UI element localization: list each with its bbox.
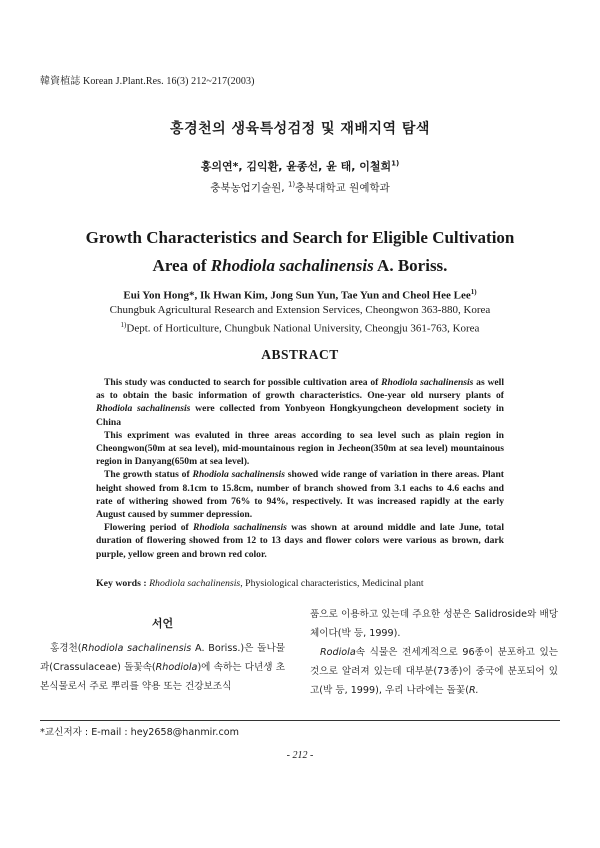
abstract-p1-c: were collected from Yonbyeon Hongkyungcheon development society in China	[96, 403, 504, 428]
abstract-p1-species-1: Rhodiola sachalinensis	[381, 377, 474, 388]
keywords-species: Rhodiola sachalinensis	[149, 578, 241, 589]
korean-author-sup: 1)	[391, 159, 400, 168]
english-title-post: A. Boriss.	[373, 256, 448, 275]
korean-affiliation	[0, 180, 600, 195]
footnote-divider	[40, 720, 560, 721]
body-column-right	[310, 605, 558, 700]
intro-left-c: )에 속하는 다년생 초본식물로서 주로 뿌리를 약용 또는 건강보조식	[40, 662, 285, 692]
abstract-paragraph-3	[96, 468, 504, 521]
keywords-label: Key words :	[96, 578, 150, 589]
corresponding-author-footnote: *교신저자 : E-mail : hey2658@hanmir.com	[40, 727, 239, 738]
intro-right-species-abbr: R.	[468, 685, 479, 696]
abstract-p4-species: Rhodiola sachalinensis	[193, 522, 287, 534]
intro-left-b: A. Boriss.)은 돌나물과(Crassulaceae) 돌꽃속(	[40, 643, 285, 673]
english-affil-2-sup: 1)	[120, 321, 127, 329]
english-affil-1: Chungbuk Agricultural Research and Extension Services, Cheongwon 363-880, Korea	[109, 304, 491, 316]
english-title-line1: Growth Characteristics and Search for Eligible Cultivation	[85, 228, 515, 247]
english-author-sup: 1)	[470, 288, 477, 296]
abstract-paragraph-4	[96, 521, 504, 561]
korean-affil-sup: 1)	[287, 180, 296, 189]
intro-left-a: 홍경천(	[50, 643, 82, 654]
korean-author-list: 홍의연*, 김익환, 윤종선, 윤 태, 이철희	[200, 160, 392, 173]
korean-title: 홍경천의 생육특성검정 및 재배지역 탐색	[170, 121, 430, 137]
intro-left-genus: Rhodiola	[155, 662, 198, 673]
abstract-p1-b: as well as to obtain the basic information of growth characteristics. One-year old nursery plants of	[96, 377, 504, 402]
abstract-paragraph-1	[96, 376, 504, 429]
abstract-p4-b: was shown at around middle and late June, total duration of flowering showed from 12 to 13 days and flower colors were various as brown, dark purple, yellow green and brown red color.	[96, 522, 504, 560]
korean-affil-a: 충북농업기술원,	[210, 182, 288, 194]
intro-left-species: Rhodiola sachalinensis	[81, 643, 192, 654]
abstract-p3-a: The growth status of	[104, 469, 193, 481]
section-title-introduction: 서언	[151, 617, 174, 630]
abstract-paragraph-2: This expriment was evaluted in three areas according to sea level such as plain region in Cheongwon(50m at sea level), mid-mountainous region in Jecheon(350m at sea level) mountainous region in Danyang(650m at sea level).	[96, 429, 504, 468]
english-affil-2-line	[0, 318, 600, 337]
intro-paragraph-right-2	[310, 643, 558, 700]
abstract-p3-b: showed wide range of variation in there areas. Plant height showed from 8.1cm to 15.8cm, number of branch showed from 3.1 eachs to 4.6 eachs and rate of withering showed from 76% to 94%, respectively. It was increased rapidly at the early August caused by summer depression.	[96, 469, 504, 521]
english-title-species: Rhodiola sachalinensis	[210, 256, 374, 275]
english-authors	[0, 288, 600, 302]
abstract-body	[96, 376, 504, 561]
korean-affil-b: 충북대학교 원예학과	[295, 182, 390, 194]
english-affiliations	[0, 303, 600, 337]
abstract-p1-a: This study was conducted to search for possible cultivation area of	[104, 377, 382, 388]
journal-header: 韓資植誌 Korean J.Plant.Res. 16(3) 212~217(2003)	[40, 76, 255, 87]
abstract-p3-species: Rhodiola sachalinensis	[192, 469, 285, 481]
intro-right-genus: Rodiola	[320, 647, 356, 658]
abstract-p4-a: Flowering period of	[104, 522, 194, 534]
intro-paragraph-left	[40, 639, 285, 696]
page-number: - 212 -	[286, 750, 314, 761]
keywords	[96, 578, 526, 589]
english-title-pre: Area of	[152, 256, 211, 275]
english-author-list: Eui Yon Hong*, Ik Hwan Kim, Jong Sun Yun, Tae Yun and Cheol Hee Lee	[123, 289, 471, 302]
keywords-rest: , Physiological characteristics, Medicinal plant	[240, 578, 424, 589]
english-title	[0, 224, 600, 280]
abstract-heading: ABSTRACT	[261, 347, 339, 362]
body-column-left	[40, 614, 285, 696]
intro-right-text: 속 식물은 전세계적으로 96종이 분포하고 있는 것으로 알려져 있는데 대부분(73종)이 중국에 분포되어 있고(박 등, 1999), 우리 나라에는 돌꽃(	[310, 647, 558, 696]
abstract-p1-species-2: Rhodiola sachalinensis	[96, 403, 191, 415]
korean-authors	[0, 158, 600, 174]
english-affil-2: Dept. of Horticulture, Chungbuk National University, Cheongju 361-763, Korea	[126, 322, 480, 335]
intro-paragraph-right-1: 품으로 이용하고 있는데 주요한 성분은 Salidroside와 배당체이다(박 등, 1999).	[310, 609, 558, 639]
english-title-line2	[0, 252, 600, 280]
